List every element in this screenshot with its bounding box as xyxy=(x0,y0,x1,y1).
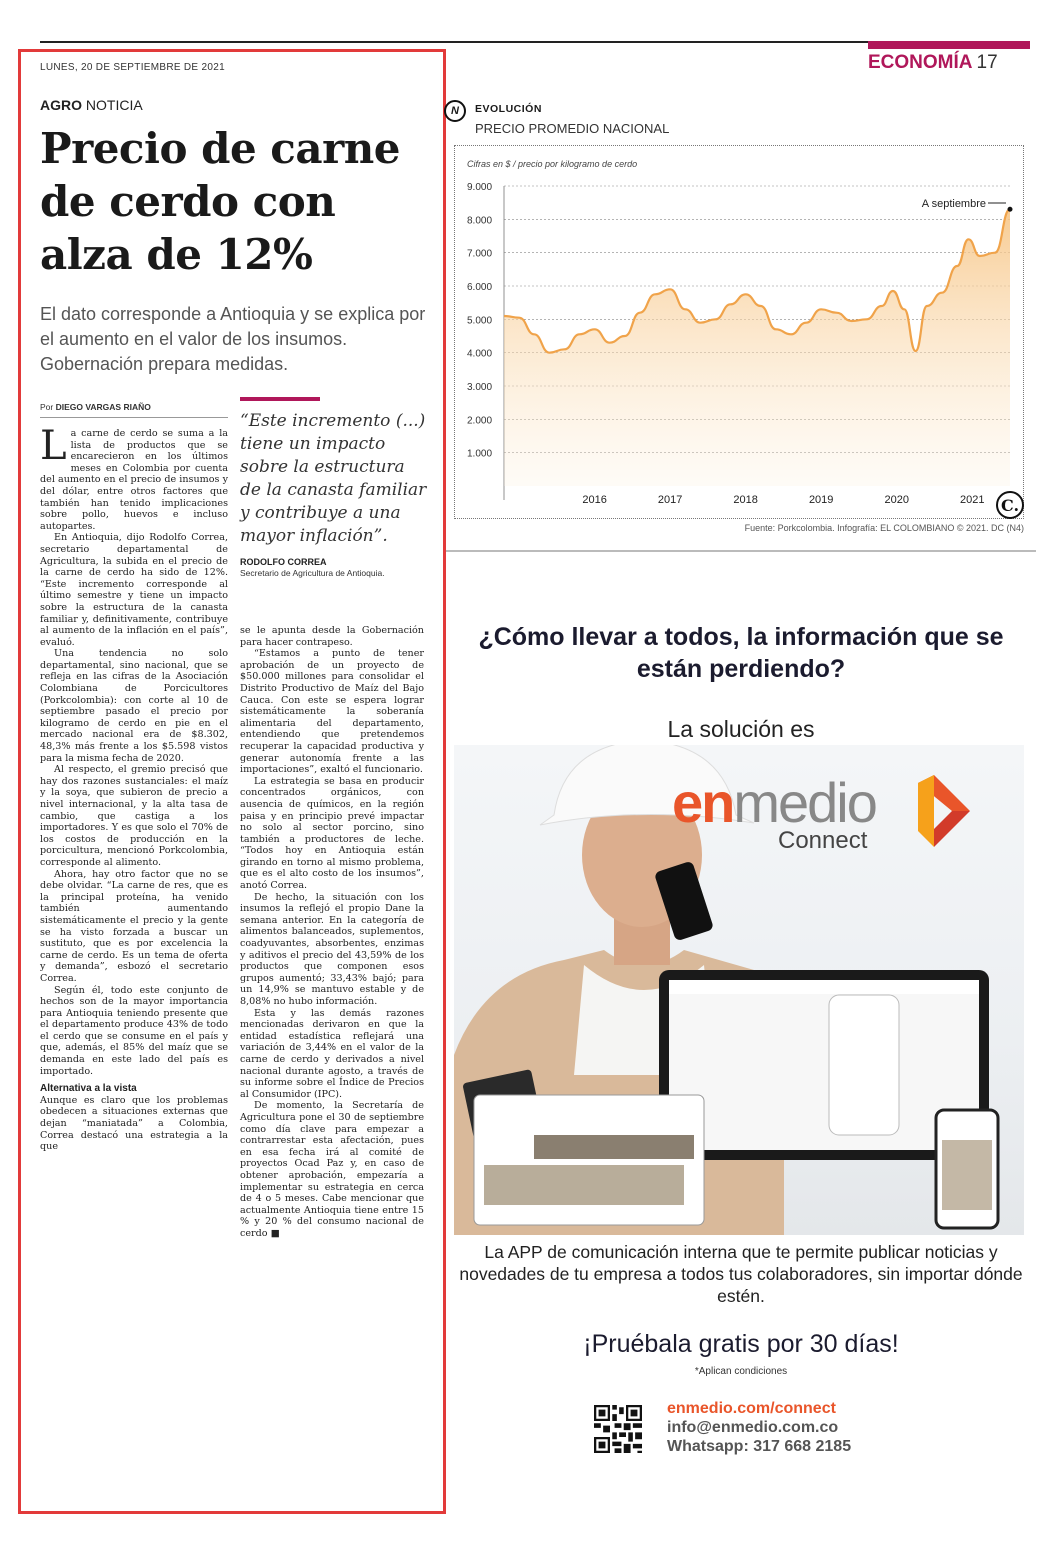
paragraph: De hecho, la situación con los insumos la reflejó el propio Dane la semana anterior. En la categoría de alimentos balanceados, suplementos, coadyuvantes, absorbentes, enzimas y aditivos el precio del 43,59% de los productos que componen esos grupos aumentó; 33,43% bajó; para un 14,9% se mantuvo estable y de 8,08% no hubo información. xyxy=(240,891,424,1007)
subhead: Alternativa a la vista xyxy=(40,1083,137,1095)
app-header xyxy=(669,980,979,994)
byline-prefix: Por xyxy=(40,402,54,412)
section-header xyxy=(868,52,998,74)
chart-kicker: EVOLUCIÓN xyxy=(475,103,542,115)
y-tick-label: 9.000 xyxy=(467,182,493,193)
y-tick-label: 3.000 xyxy=(467,382,493,393)
paragraph: Aunque es claro que los problemas obedecen a situaciones externas que dejan “maniatada” a Colombia, Correa destacó una estrategia a la que xyxy=(40,1094,228,1153)
qr-code-icon xyxy=(594,1405,642,1453)
ad-subtitle: La solución es xyxy=(667,716,815,742)
ad-conditions: *Aplican condiciones xyxy=(694,1366,788,1377)
dateline: LUNES, 20 DE SEPTIEMBRE DE 2021 xyxy=(40,62,225,73)
paragraph: “Estamos a punto de tener aprobación de un proyecto de $50.000 millones para consolidar el Distrito Productivo de Maíz del Bajo Cauca. Con este se espera lograr sistemáticamente la soberanía alimentaria del departamento, entendiendo que pretendemos recuperar la capacidad productiva y generar autonomía frente a las importaciones”, exaltó el funcionario. xyxy=(240,648,424,776)
article-column-1 xyxy=(40,423,228,1153)
tablet-photo-strip xyxy=(534,1135,694,1159)
paragraph: Al respecto, el gremio precisó que hay dos razones sustanciales: el maíz y la soya, que subieron de precio a nivel internacional, y la alta tasa de cambio, que castiga a los importadores. Y es que solo el 70% de los costos de producción en la porcicultura, mencionó Porkcolombia, corresponde al alimento. xyxy=(40,764,228,868)
kicker xyxy=(40,97,143,113)
chart-source: Fuente: Porkcolombia. Infografía: EL COLOMBIANO © 2021. DC (N4) xyxy=(744,523,1024,533)
y-tick-label: 8.000 xyxy=(467,215,493,227)
paragraph: Una tendencia no solo departamental, sino nacional, que se refleja en las cifras de la Asociación Colombiana de Porcicultores (Porkcolombia): con corte al 10 de septiembre pasado el precio por kilogramo de cerdo en pie en el mercado nacional era de $8.302, 48,3% más frente a los $5.598 vistos para la misma fecha de 2020. xyxy=(40,648,228,764)
separator xyxy=(446,550,1036,552)
y-tick-label: 5.000 xyxy=(467,315,493,327)
app-phone-mockup xyxy=(829,995,899,1135)
paragraph: De momento, la Secretaría de Agricultura pone el 30 de septiembre como día clave para empezar a contrarrestar esta afectación, pues en esa fecha irá al comité de proyectos Ocad Paz y, en caso de obtener aprobación, empezaría a implementar su estrategia en cerca de 4 o 5 meses. Cabe mencionar que actualmente Antioquia tiene entre 15 % y 20 % del consumo nacional de cerdo ■ xyxy=(240,1100,424,1239)
x-tick-label: 2019 xyxy=(808,494,834,506)
paragraph-text: a carne de cerdo se suma a la lista de productos que se encarecieron en los últimos meses en Colombia por cuenta del aumento en el precio de insumos y del dólar, entre otros factores que también han tenido implicaciones sobre pollo, huevos e incluso autopartes. xyxy=(40,428,228,532)
chart-title: PRECIO PROMEDIO NACIONAL xyxy=(475,121,670,136)
byline-author: DIEGO VARGAS RIAÑO xyxy=(55,402,151,412)
brand-mark-bottom xyxy=(934,811,970,847)
brand-logo xyxy=(672,771,876,854)
headline: Precio de carne de cerdo con alza de 12% xyxy=(40,124,400,279)
ad-cta: ¡Pruébala gratis por 30 días! xyxy=(583,1330,899,1358)
paragraph: Esta y las demás razones mencionadas derivaron en que la entidad estadística reflejará una variación de 3,44% en el valor de la carne de cerdo y derivados a nivel nacional durante agosto, a través de su informe sobre el Índice de Precios al Consumidor (IPC). xyxy=(240,1007,424,1100)
y-tick-label: 7.000 xyxy=(467,248,493,260)
ad-url[interactable]: enmedio.com/connect xyxy=(667,1400,836,1417)
chart-note: Cifras en $ / precio por kilogramo de cerdo xyxy=(467,159,638,169)
paragraph: En Antioquia, dijo Rodolfo Correa, secretario departamental de Agricultura, la subida en el precio de la carne de cerdo ha sido de 12%. “Este incremento corresponde al último semestre y tiene un impacto sobre la estructura de la canasta familiar y, definitivamente, contribuye al aumento de la inflación en el país”, evaluó. xyxy=(40,532,228,648)
quote-rule xyxy=(240,397,320,401)
dropcap: L xyxy=(40,423,67,469)
latest-point xyxy=(1008,207,1013,212)
y-tick-label: 2.000 xyxy=(467,415,493,427)
chart-annotation: A septiembre xyxy=(921,198,986,210)
ad-headline: ¿Cómo llevar a todos, la información que se están perdiendo? xyxy=(478,623,1004,683)
paragraph: Según él, todo este conjunto de hechos son de la mayor importancia para Antioquia teniendo presente que el departamento produce 43% de todo el cerdo que se consume en el país y que, además, el 85% del maíz que se demanda en este lado del país es importado. xyxy=(40,984,228,1077)
ad-contacts xyxy=(667,1399,851,1456)
x-tick-label: 2020 xyxy=(884,494,909,506)
section-name: ECONOMÍA xyxy=(868,52,973,73)
price-chart xyxy=(454,145,1024,519)
quote-author: RODOLFO CORREA xyxy=(240,557,327,567)
ad-whatsapp: Whatsapp: 317 668 2185 xyxy=(667,1438,852,1455)
laptop-display xyxy=(669,980,979,1150)
x-tick-label: 2016 xyxy=(582,494,607,506)
x-tick-label: 2017 xyxy=(657,494,683,506)
y-tick-label: 6.000 xyxy=(467,282,493,293)
kicker-bold: AGRO xyxy=(40,97,82,113)
x-tick-label: 2018 xyxy=(733,494,758,506)
article-column-2 xyxy=(240,625,424,1239)
phone-photo xyxy=(942,1140,992,1210)
byline-rule xyxy=(40,417,228,418)
brand-mark-left xyxy=(918,775,934,847)
quote-role: Secretario de Agricultura de Antioquia. xyxy=(240,568,385,578)
paragraph: La estrategia se basa en producir concentrados orgánicos, con ausencia de químicos, en la región paisa y en principio prevé impactar no solo al sector porcino, sino también a productores de leche. “Todos hoy en Antioquia están girando en torno al mismo problema, que es el alto costo de los insumos”, anotó Correa. xyxy=(240,775,424,892)
tablet-mockup xyxy=(474,1095,704,1225)
brand-connect: Connect xyxy=(778,827,868,854)
ad-email[interactable]: info@enmedio.com.co xyxy=(667,1419,839,1436)
x-tick-label: 2021 xyxy=(959,494,985,506)
ad-copy: La APP de comunicación interna que te permite publicar noticias y novedades de tu empresa a todos tus colaboradores, sin importar dónde estén. xyxy=(459,1242,1023,1306)
corner-logo-icon: C. xyxy=(1000,496,1020,515)
y-tick-label: 4.000 xyxy=(467,348,493,360)
section-bar xyxy=(868,41,1030,49)
deck: El dato corresponde a Antioquia y se explica por el aumento en el valor de los insumos. Gobernación prepara medidas. xyxy=(40,304,426,374)
tablet-photo-strip xyxy=(484,1165,684,1205)
paragraph: Ahora, hay otro factor que no se debe olvidar. “La carne de res, que es la principal proteína, ha venido también aumentando sistemáticamente el precio y la gente se ha visto forzada a buscar un sustituto, que es por excelencia la carne de cerdo. Es un tema de oferta y demanda”, esbozó el secretario Correa. xyxy=(40,868,228,984)
brand-mark-icon xyxy=(898,773,974,849)
brand-name xyxy=(672,773,876,833)
byline xyxy=(40,402,151,412)
chart-logo-icon: N xyxy=(444,100,466,122)
paragraph: se le apunta desde la Gobernación para hacer contrapeso. xyxy=(240,625,424,648)
brand-medio: medio xyxy=(733,771,876,834)
y-tick-label: 1.000 xyxy=(467,448,493,460)
price-area xyxy=(504,209,1010,486)
brand-en: en xyxy=(672,771,734,834)
paragraph xyxy=(40,423,228,532)
kicker-label: NOTICIA xyxy=(85,97,143,113)
page-number: 17 xyxy=(976,52,998,73)
pull-quote: “Este incremento (...) tiene un impacto sobre la estructura de la canasta familiar y contribuye a una mayor inflación”. xyxy=(240,411,427,546)
